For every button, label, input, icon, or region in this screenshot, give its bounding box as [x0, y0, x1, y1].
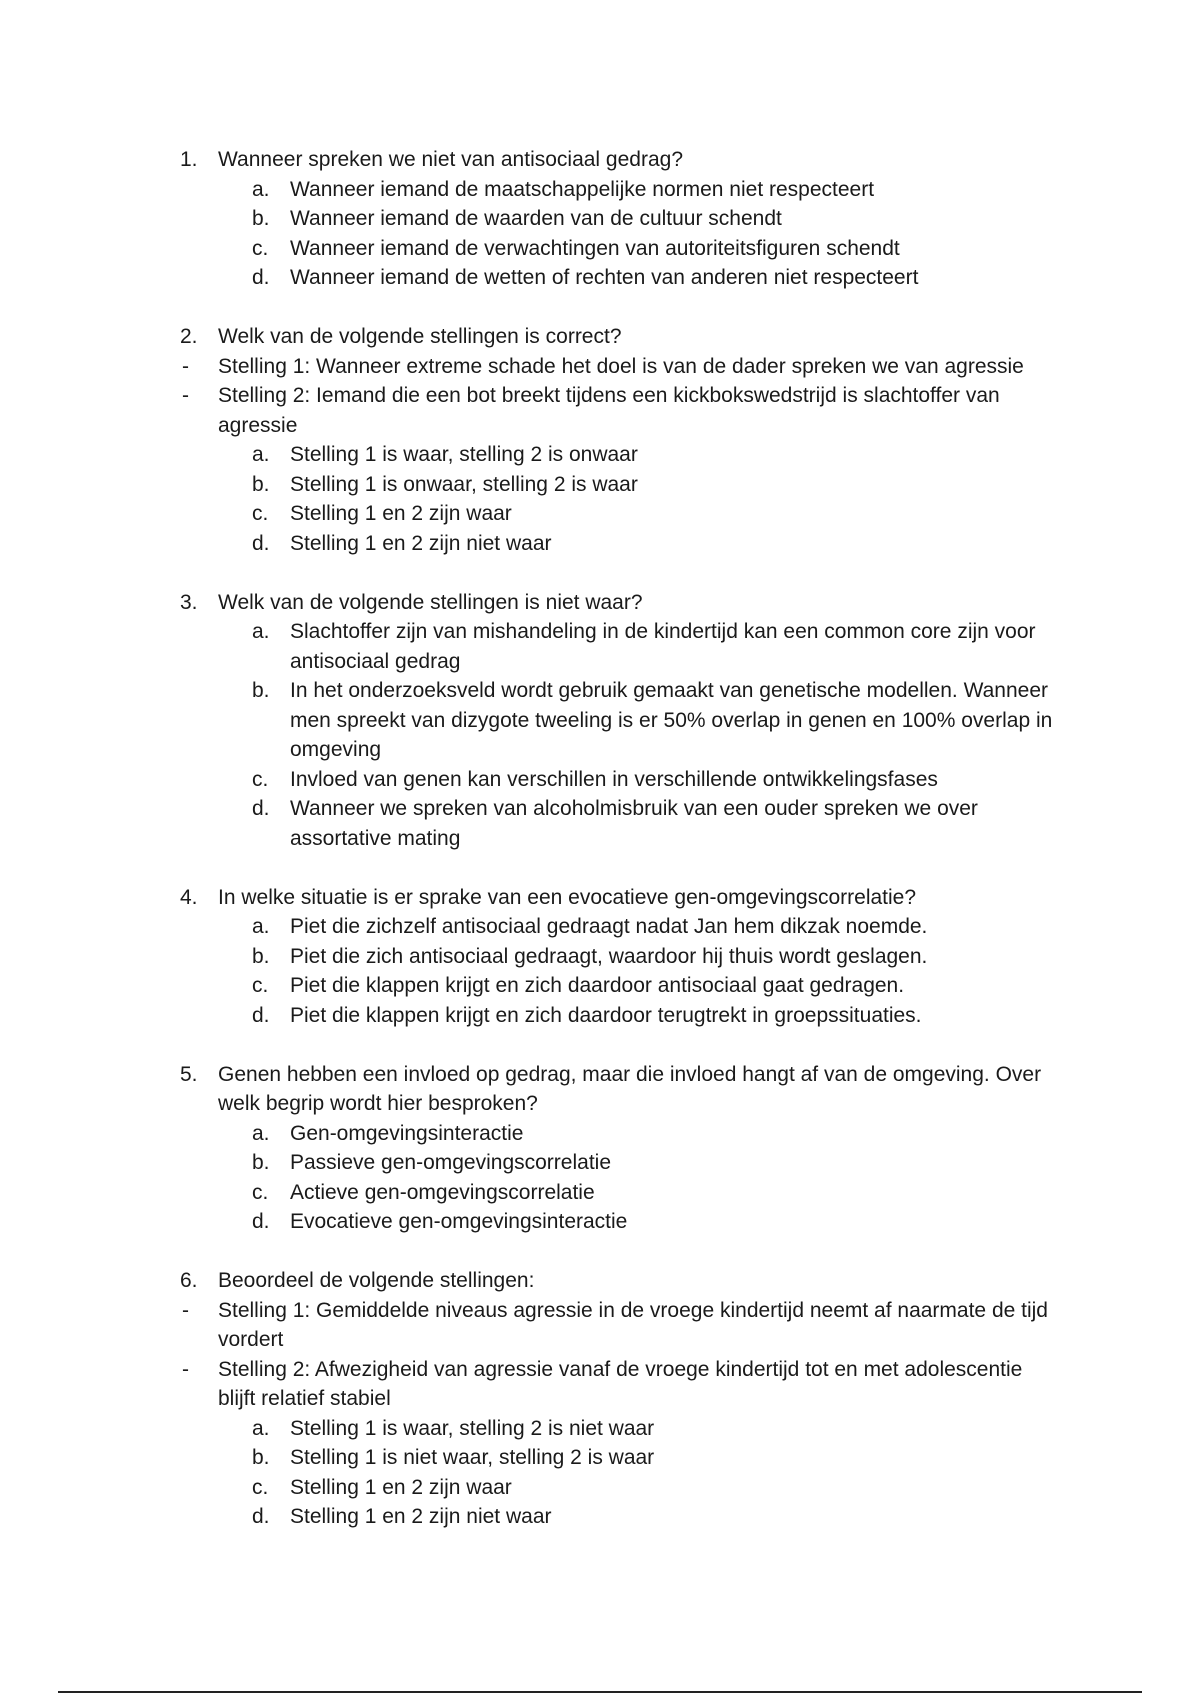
answer-option-3: [180, 765, 1060, 795]
answer-options: [180, 912, 1060, 1030]
option-letter: d.: [252, 1505, 270, 1528]
question-label: Beoordeel de volgende stellingen:: [218, 1269, 535, 1292]
answer-option-2: [180, 1148, 1060, 1178]
question-label: Genen hebben een invloed op gedrag, maar die invloed hangt af van de omgeving. Over welk begrip wordt hier besproken?: [218, 1062, 1042, 1115]
option-text: Invloed van genen kan verschillen in verschillende ontwikkelingsfases: [290, 767, 938, 791]
option-text: Stelling 1 en 2 zijn niet waar: [290, 1505, 552, 1528]
statement-bullet: -: [182, 1298, 189, 1322]
answer-option-3: [180, 1178, 1060, 1208]
option-letter: b.: [252, 1151, 270, 1174]
question-number: 4.: [180, 885, 198, 909]
question-text: [180, 883, 1060, 913]
answer-option-1: [180, 440, 1060, 470]
question-text: [180, 1266, 1060, 1296]
answer-options: [180, 1119, 1060, 1237]
statement-2: [180, 1355, 1060, 1414]
question-label: Wanneer spreken we niet van antisociaal gedrag?: [218, 148, 684, 171]
answer-options: [180, 617, 1060, 853]
option-letter: a.: [252, 1416, 270, 1440]
answer-option-4: [180, 529, 1060, 559]
option-letter: d.: [252, 531, 270, 555]
question-4: [180, 883, 1060, 1031]
question-number: 5.: [180, 1062, 198, 1086]
option-letter: a.: [252, 915, 270, 938]
statement-text: Stelling 1: Wanneer extreme schade het doel is van de dader spreken we van agressie: [218, 354, 1024, 378]
answer-options: [180, 175, 1060, 293]
statement-text: Stelling 2: Iemand die een bot breekt tijdens een kickbokswedstrijd is slachtoffer van agressie: [218, 384, 1000, 437]
option-text: Stelling 1 is onwaar, stelling 2 is waar: [290, 472, 638, 496]
option-letter: c.: [252, 974, 269, 997]
option-letter: d.: [252, 1003, 270, 1027]
statement-2: [180, 381, 1060, 440]
option-text: Actieve gen-omgevingscorrelatie: [290, 1180, 595, 1204]
question-label: Welk van de volgende stellingen is niet waar?: [218, 590, 643, 614]
answer-option-3: [180, 234, 1060, 264]
question-label: Welk van de volgende stellingen is correct?: [218, 325, 622, 348]
answer-option-1: [180, 617, 1060, 676]
option-text: Stelling 1 is waar, stelling 2 is onwaar: [290, 443, 638, 466]
statement-bullet: -: [182, 354, 189, 378]
option-letter: b.: [252, 679, 270, 702]
answer-option-4: [180, 1001, 1060, 1031]
option-text: In het onderzoeksveld wordt gebruik gemaakt van genetische modellen. Wanneer men spreekt van dizygote tweeling is er 50% overlap in genen en 100% overlap in omgeving: [290, 679, 1053, 761]
question-text: [180, 1060, 1060, 1119]
answer-option-2: [180, 204, 1060, 234]
option-letter: a.: [252, 443, 270, 466]
statement-text: Stelling 2: Afwezigheid van agressie vanaf de vroege kindertijd tot en met adolescentie blijft relatief stabiel: [218, 1357, 1023, 1410]
option-text: Stelling 1 is waar, stelling 2 is niet waar: [290, 1416, 655, 1440]
option-text: Piet die klappen krijgt en zich daardoor terugtrekt in groepssituaties.: [290, 1003, 922, 1027]
question-2: [180, 322, 1060, 558]
option-letter: b.: [252, 944, 270, 968]
option-letter: b.: [252, 472, 270, 496]
option-text: Wanneer iemand de maatschappelijke normen niet respecteert: [290, 177, 875, 201]
option-text: Passieve gen-omgevingscorrelatie: [290, 1151, 611, 1174]
answer-option-3: [180, 499, 1060, 529]
answer-option-4: [180, 1502, 1060, 1532]
question-label: In welke situatie is er sprake van een evocatieve gen-omgevingscorrelatie?: [218, 885, 917, 909]
option-letter: c.: [252, 767, 269, 791]
option-text: Gen-omgevingsinteractie: [290, 1121, 524, 1145]
option-text: Wanneer we spreken van alcoholmisbruik van een ouder spreken we over assortative mating: [290, 797, 978, 850]
option-letter: c.: [252, 236, 269, 260]
question-text: [180, 588, 1060, 618]
answer-option-3: [180, 971, 1060, 1001]
question-5: [180, 1060, 1060, 1237]
option-text: Wanneer iemand de verwachtingen van autoriteitsfiguren schendt: [290, 236, 900, 260]
statement-bullet: -: [182, 1357, 189, 1381]
statement-1: [180, 1296, 1060, 1355]
statement-bullet: -: [182, 384, 189, 407]
option-text: Evocatieve gen-omgevingsinteractie: [290, 1210, 628, 1233]
option-text: Stelling 1 is niet waar, stelling 2 is waar: [290, 1446, 655, 1469]
answer-option-4: [180, 1207, 1060, 1237]
question-number: 1.: [180, 148, 198, 171]
answer-option-2: [180, 942, 1060, 972]
option-letter: c.: [252, 502, 269, 525]
option-text: Piet die zich antisociaal gedraagt, waardoor hij thuis wordt geslagen.: [290, 944, 928, 968]
answer-options: [180, 1414, 1060, 1532]
option-text: Wanneer iemand de wetten of rechten van anderen niet respecteert: [290, 266, 919, 289]
option-text: Stelling 1 en 2 zijn waar: [290, 1475, 512, 1499]
answer-option-1: [180, 912, 1060, 942]
option-text: Wanneer iemand de waarden van de cultuur schendt: [290, 207, 782, 230]
option-text: Slachtoffer zijn van mishandeling in de kindertijd kan een common core zijn voor antisociaal gedrag: [290, 620, 1036, 673]
question-number: 2.: [180, 325, 198, 348]
statement-1: [180, 352, 1060, 382]
option-letter: c.: [252, 1180, 269, 1204]
answer-options: [180, 440, 1060, 558]
option-text: Stelling 1 en 2 zijn waar: [290, 502, 512, 525]
option-letter: b.: [252, 207, 270, 230]
page-bottom-divider: [58, 1691, 1142, 1693]
statement-text: Stelling 1: Gemiddelde niveaus agressie in de vroege kindertijd neemt af naarmate de tijd vordert: [218, 1298, 1048, 1351]
question-6: [180, 1266, 1060, 1532]
option-letter: d.: [252, 1210, 270, 1233]
question-number: 3.: [180, 590, 198, 614]
question-text: [180, 322, 1060, 352]
answer-option-1: [180, 1119, 1060, 1149]
option-letter: d.: [252, 266, 270, 289]
question-list: [180, 145, 1060, 1561]
option-letter: a.: [252, 620, 270, 643]
answer-option-3: [180, 1473, 1060, 1503]
question-3: [180, 588, 1060, 854]
answer-option-2: [180, 676, 1060, 765]
question-text: [180, 145, 1060, 175]
option-text: Stelling 1 en 2 zijn niet waar: [290, 531, 552, 555]
option-letter: a.: [252, 177, 270, 201]
answer-option-1: [180, 1414, 1060, 1444]
option-letter: b.: [252, 1446, 270, 1469]
answer-option-4: [180, 794, 1060, 853]
question-number: 6.: [180, 1269, 198, 1292]
option-letter: d.: [252, 797, 270, 820]
answer-option-2: [180, 470, 1060, 500]
option-letter: c.: [252, 1475, 269, 1499]
option-text: Piet die zichzelf antisociaal gedraagt nadat Jan hem dikzak noemde.: [290, 915, 928, 938]
answer-option-2: [180, 1443, 1060, 1473]
question-1: [180, 145, 1060, 293]
answer-option-4: [180, 263, 1060, 293]
option-letter: a.: [252, 1121, 270, 1145]
option-text: Piet die klappen krijgt en zich daardoor antisociaal gaat gedragen.: [290, 974, 905, 997]
answer-option-1: [180, 175, 1060, 205]
